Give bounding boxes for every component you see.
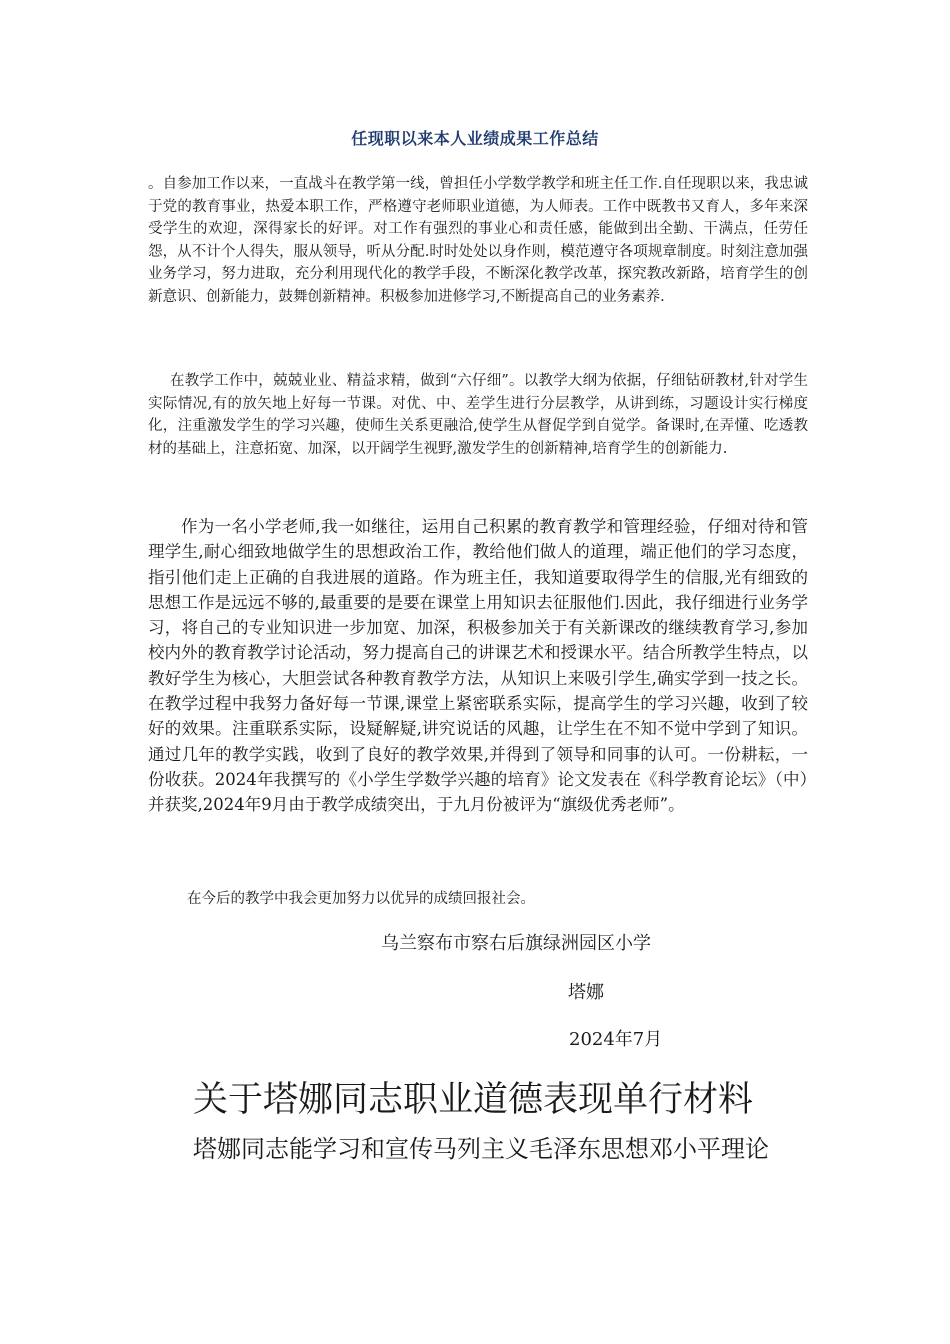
paragraph-4: 在今后的教学中我会更加努力以优异的成绩回报社会。 [187, 891, 535, 907]
second-document-title: 关于塔娜同志职业道德表现单行材料 [193, 1080, 754, 1120]
paragraph-3: 作为一名小学老师,我一如继往，运用自己积累的教育教学和管理经验，仔细对待和管理学生,耐心细致地做学生的思想政治工作，教给他们做人的道理，端正他们的学习态度，指引他们走上正确的自我进展的道路。作为班主任，我知道要取得学生的信服,光有细致的思想工作是远远不够的,最重要的是要在课堂上用知识去征服他们.因此，我仔细进行业务学习，将自己的专业知识进一步加宽、加深，积极参加关于有关新课改的继续教育学习,参加校内外的教育教学讨论活动，努力提高自己的讲课艺术和授课水平。结合所教学生特点，以教好学生为核心，大胆尝试各种教育教学方法，从知识上来吸引学生,确实学到一技之长。在教学过程中我努力备好每一节课,课堂上紧密联系实际，提高学生的学习兴趣，收到了较好的效果。注重联系实际，设疑解疑,讲究说话的风趣，让学生在不知不觉中学到了知识。通过几年的教学实践，收到了良好的教学效果,并得到了领导和同事的认可。一份耕耘，一份收获。2024年我撰写的《小学生学数学兴趣的培育》论文发表在《科学教育论坛》（中）并获奖,2024年9月由于教学成绩突出，于九月份被评为“旗级优秀老师”。 [148, 517, 808, 815]
signature-school: 乌兰察布市察右后旗绿洲园区小学 [381, 933, 651, 954]
paragraph-2: 在教学工作中，兢兢业业、精益求精，做到“六仔细”。以教学大纲为依据，仔细钻研教材,针对学生实际情况,有的放矢地上好每一节课。对优、中、差学生进行分层教学，从讲到练，习题设计实行梯度化，注重激发学生的学习兴趣，使师生关系更融洽,使学生从督促学到自觉学。备课时,在弄懂、吃透教材的基础上，注意拓宽、加深，以开阔学生视野,激发学生的创新精神,培育学生的创新能力. [148, 373, 808, 457]
paragraph-1: 。自参加工作以来，一直战斗在教学第一线，曾担任小学数学教学和班主任工作.自任现职以来，我忠诚于党的教育事业，热爱本职工作，严格遵守老师职业道德，为人师表。工作中既教书又育人，多年来深受学生的欢迎，深得家长的好评。对工作有强烈的事业心和责任感，能做到出全勤、干满点，任劳任怨，从不计个人得失，服从领导，听从分配.时时处处以身作则，模范遵守各项规章制度。时刻注意加强业务学习，努力进取，充分利用现代化的教学手段，不断深化教学改革，探究教改新路，培育学生的创新意识、创新能力，鼓舞创新精神。积极参加进修学习,不断提高自己的业务素养. [148, 176, 808, 305]
signature-name: 塔娜 [568, 982, 604, 1003]
signature-date: 2024年7月 [569, 1029, 663, 1050]
document-title: 任现职以来本人业绩成果工作总结 [351, 129, 599, 148]
second-document-first-line: 塔娜同志能学习和宣传马列主义毛泽东思想邓小平理论 [193, 1135, 769, 1163]
